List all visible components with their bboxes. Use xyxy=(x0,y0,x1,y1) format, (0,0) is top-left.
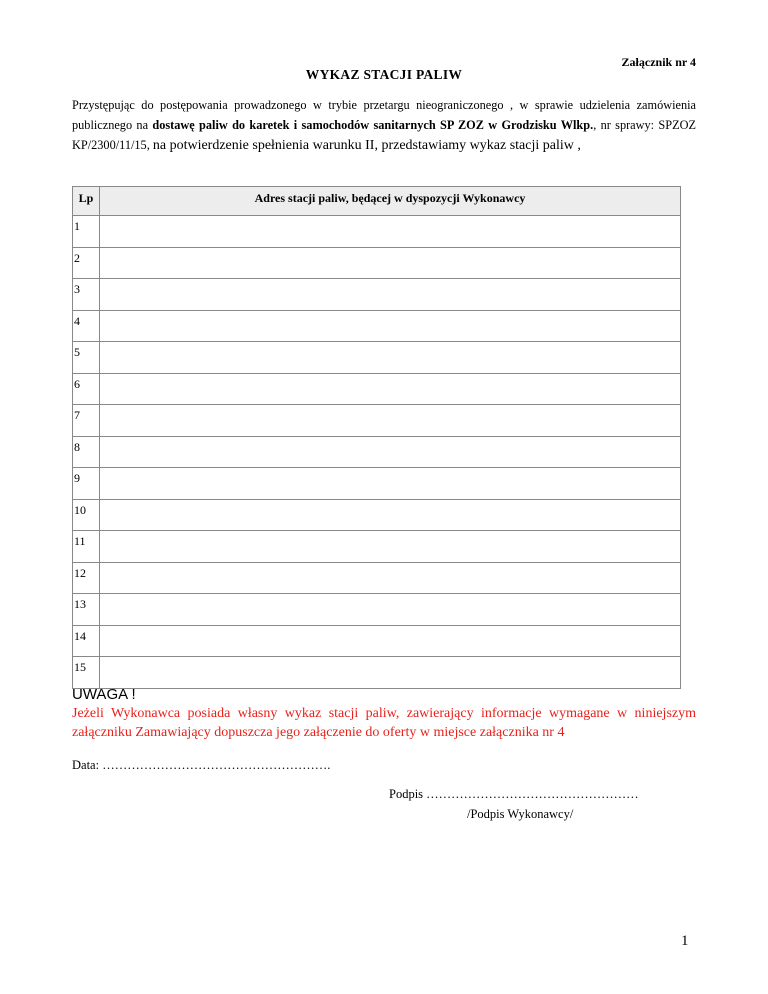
address-cell[interactable] xyxy=(100,625,681,657)
intro-text-2: , nr sprawy: SPZOZ KP/2300/11/15, xyxy=(72,118,696,152)
page-number: 1 xyxy=(681,933,689,949)
table-row xyxy=(73,562,681,594)
intro-subject: dostawę paliw do karetek i samochodów sanitarnych SP ZOZ w Grodzisku Wlkp. xyxy=(152,118,594,132)
address-cell[interactable] xyxy=(100,247,681,279)
row-number: 1 xyxy=(73,216,100,248)
table-header-row xyxy=(73,187,681,216)
notice-heading: UWAGA ! xyxy=(72,686,136,703)
address-cell[interactable] xyxy=(100,531,681,563)
row-number: 3 xyxy=(73,279,100,311)
address-cell[interactable] xyxy=(100,405,681,437)
row-number: 10 xyxy=(73,499,100,531)
address-cell[interactable] xyxy=(100,594,681,626)
address-cell[interactable] xyxy=(100,562,681,594)
notice-text: Jeżeli Wykonawca posiada własny wykaz stacji paliw, zawierający informacje wymagane w niniejszym załączniku Zamawiający dopuszcza jego załączenie do oferty w miejsce załącznika nr 4 xyxy=(72,706,696,740)
table-row xyxy=(73,279,681,311)
table-row xyxy=(73,468,681,500)
column-header-lp: Lp xyxy=(73,187,100,216)
annex-label: Załącznik nr 4 xyxy=(621,55,696,69)
table-row xyxy=(73,216,681,248)
table-row xyxy=(73,373,681,405)
document-title: WYKAZ STACJI PALIW xyxy=(305,67,463,82)
row-number: 9 xyxy=(73,468,100,500)
signature-caption: /Podpis Wykonawcy/ xyxy=(467,807,574,821)
row-number: 14 xyxy=(73,625,100,657)
fuel-stations-table xyxy=(72,186,681,689)
row-number: 8 xyxy=(73,436,100,468)
row-number: 12 xyxy=(73,562,100,594)
row-number: 11 xyxy=(73,531,100,563)
address-cell[interactable] xyxy=(100,279,681,311)
intro-text-1: Przystępując do postępowania prowadzonego w trybie przetargu nieograniczonego , w sprawie udzielenia zamówienia publicznego na xyxy=(72,98,696,132)
column-header-address: Adres stacji paliw, będącej w dyspozycji Wykonawcy xyxy=(100,187,681,216)
row-number: 13 xyxy=(73,594,100,626)
address-cell[interactable] xyxy=(100,468,681,500)
table-row xyxy=(73,405,681,437)
signature-line: Podpis …………………………………………… xyxy=(389,787,639,801)
table-row xyxy=(73,247,681,279)
row-number: 15 xyxy=(73,657,100,689)
address-cell[interactable] xyxy=(100,436,681,468)
table-row xyxy=(73,594,681,626)
table-row xyxy=(73,499,681,531)
table-row xyxy=(73,531,681,563)
address-cell[interactable] xyxy=(100,310,681,342)
row-number: 4 xyxy=(73,310,100,342)
date-line: Data: ………………………………………………. xyxy=(72,758,331,772)
address-cell[interactable] xyxy=(100,373,681,405)
intro-paragraph xyxy=(72,95,696,156)
address-cell[interactable] xyxy=(100,342,681,374)
address-cell[interactable] xyxy=(100,499,681,531)
address-cell[interactable] xyxy=(100,657,681,689)
row-number: 5 xyxy=(73,342,100,374)
table-row xyxy=(73,436,681,468)
row-number: 6 xyxy=(73,373,100,405)
address-cell[interactable] xyxy=(100,216,681,248)
table-row xyxy=(73,625,681,657)
table-row xyxy=(73,657,681,689)
table-row xyxy=(73,310,681,342)
intro-text-3: na potwierdzenie spełnienia warunku II, przedstawiamy wykaz stacji paliw , xyxy=(152,138,581,153)
row-number: 2 xyxy=(73,247,100,279)
table-row xyxy=(73,342,681,374)
row-number: 7 xyxy=(73,405,100,437)
